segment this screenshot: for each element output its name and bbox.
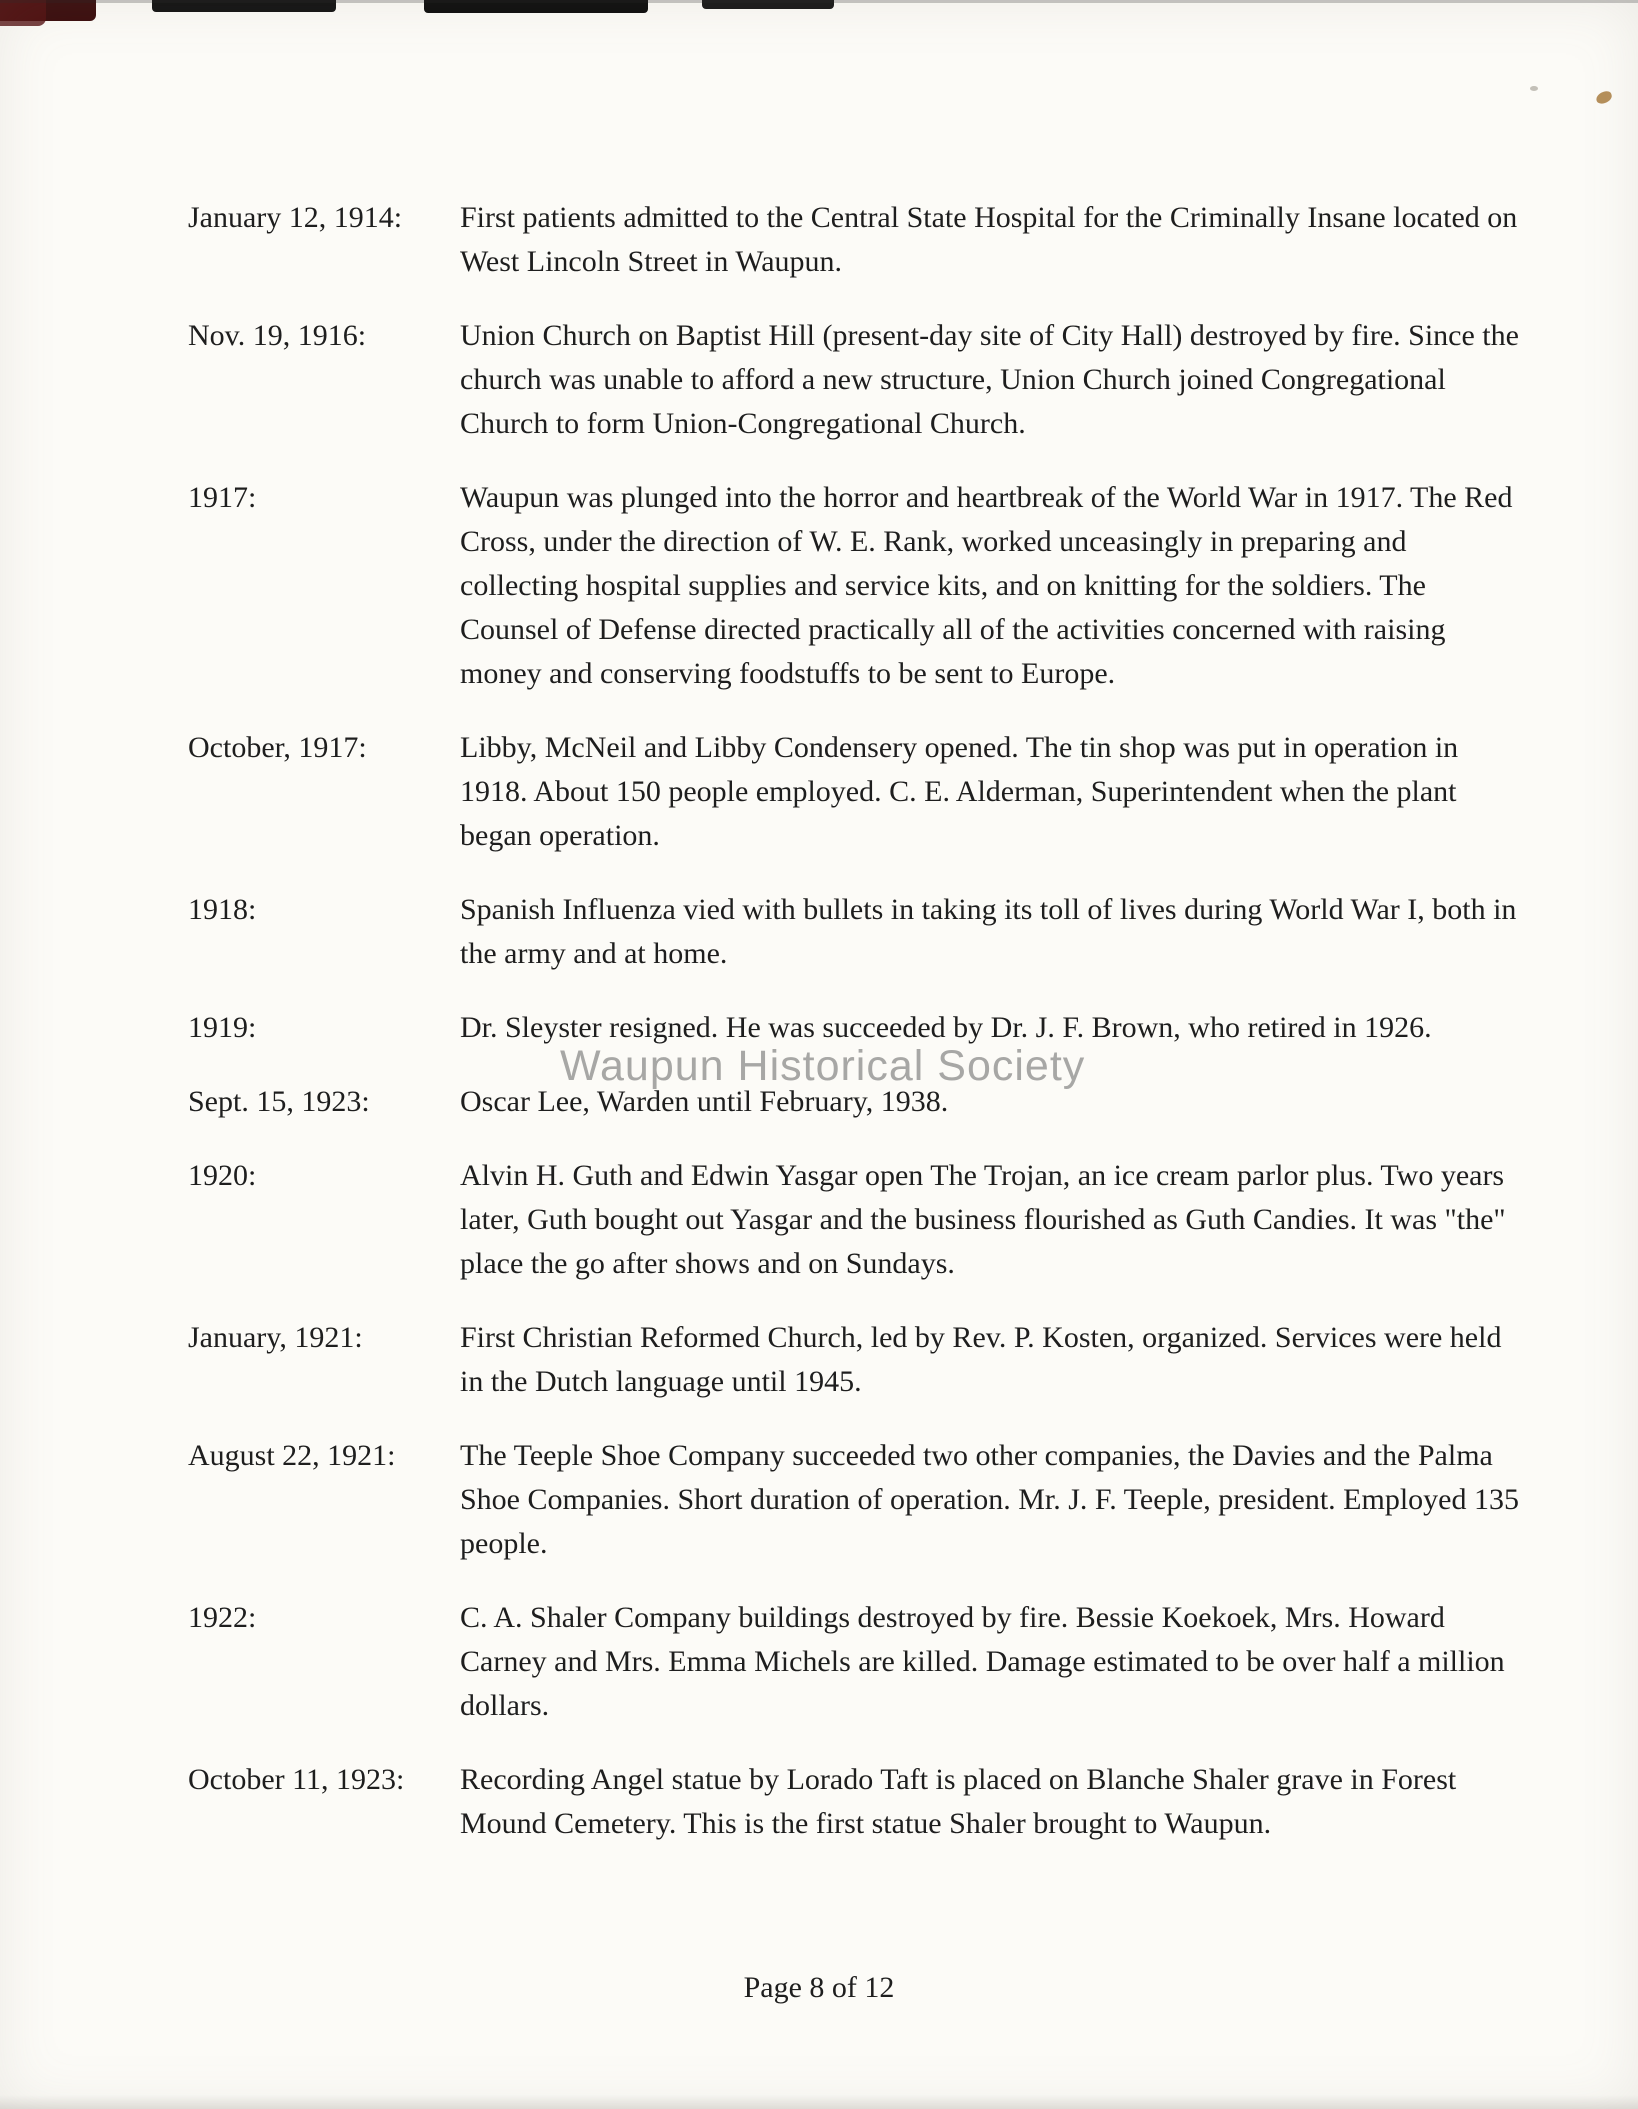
entry-text: First patients admitted to the Central State Hospital for the Criminally Insane located on West Lincoln Street in Waupun. [460, 201, 1518, 278]
entry-text: The Teeple Shoe Company succeeded two other companies, the Davies and the Palma Shoe Companies. Short duration of operation. Mr. J. F. Teeple, president. Employed 135 people. [460, 1439, 1519, 1560]
entry-text: Spanish Influenza vied with bullets in taking its toll of lives during World War I, both in the army and at home. [460, 893, 1517, 970]
entry-date: October 11, 1923: [188, 1763, 405, 1796]
entry-text: Libby, McNeil and Libby Condensery opened. The tin shop was put in operation in 1918. About 150 people employed. C. E. Alderman, Superintendent when the plant began operation. [460, 731, 1459, 852]
scan-bottom-edge-shadow [0, 2095, 1638, 2109]
entry-date: 1918: [188, 893, 257, 926]
entry-date: August 22, 1921: [188, 1439, 396, 1472]
entry-date: Sept. 15, 1923: [188, 1085, 370, 1118]
scan-artifact-top-left-red [0, 0, 46, 26]
timeline-entry [188, 476, 1528, 696]
timeline-entry [188, 1596, 1528, 1728]
timeline-entry [188, 1316, 1528, 1404]
scan-speck-top-right [1595, 90, 1614, 105]
entry-date: 1922: [188, 1601, 257, 1634]
entry-text: C. A. Shaler Company buildings destroyed by fire. Bessie Koekoek, Mrs. Howard Carney and Mrs. Emma Michels are killed. Damage estimated to be over half a million dollars. [460, 1601, 1505, 1722]
entry-text: Waupun was plunged into the horror and heartbreak of the World War in 1917. The Red Cross, under the direction of W. E. Rank, worked unceasingly in preparing and collecting hospital supplies and service kits, and on knitting for the soldiers. The Counsel of Defense directed practically all of the activities concerned with raising money and conserving foodstuffs to be sent to Europe. [460, 481, 1513, 690]
entry-text: Alvin H. Guth and Edwin Yasgar open The Trojan, an ice cream parlor plus. Two years later, Guth bought out Yasgar and the business flourished as Guth Candies. It was "the" place the go after shows and on Sundays. [460, 1159, 1506, 1280]
entry-date: January 12, 1914: [188, 201, 403, 234]
entry-text: Recording Angel statue by Lorado Taft is placed on Blanche Shaler grave in Forest Mound Cemetery. This is the first statue Shaler brought to Waupun. [460, 1763, 1457, 1840]
page-number: Page 8 of 12 [743, 1971, 895, 2004]
timeline-entry [188, 1080, 1528, 1124]
scan-speck-small [1530, 86, 1538, 91]
timeline-entry [188, 196, 1528, 284]
timeline-entry [188, 1154, 1528, 1286]
entry-text: First Christian Reformed Church, led by Rev. P. Kosten, organized. Services were held in the Dutch language until 1945. [460, 1321, 1502, 1398]
timeline-entry [188, 1434, 1528, 1566]
entry-text: Dr. Sleyster resigned. He was succeeded by Dr. J. F. Brown, who retired in 1926. [460, 1011, 1432, 1044]
timeline-content [188, 196, 1528, 1876]
entry-date: 1919: [188, 1011, 257, 1044]
timeline-entry [188, 888, 1528, 976]
timeline-entry [188, 726, 1528, 858]
timeline-entry [188, 314, 1528, 446]
entry-date: January, 1921: [188, 1321, 363, 1354]
timeline-entry [188, 1006, 1528, 1050]
entry-date: 1920: [188, 1159, 257, 1192]
entry-text: Oscar Lee, Warden until February, 1938. [460, 1085, 949, 1118]
watermark: Waupun Historical Society [560, 1042, 1086, 1090]
entry-date: October, 1917: [188, 731, 367, 764]
entry-date: 1917: [188, 481, 257, 514]
scan-artifact-top-edge-line [0, 0, 1638, 3]
entry-text: Union Church on Baptist Hill (present-day site of City Hall) destroyed by fire. Since the church was unable to afford a new structure, Union Church joined Congregational Church to form Union-Congregational Church. [460, 319, 1519, 440]
entry-date: Nov. 19, 1916: [188, 319, 367, 352]
timeline-entry [188, 1758, 1528, 1846]
